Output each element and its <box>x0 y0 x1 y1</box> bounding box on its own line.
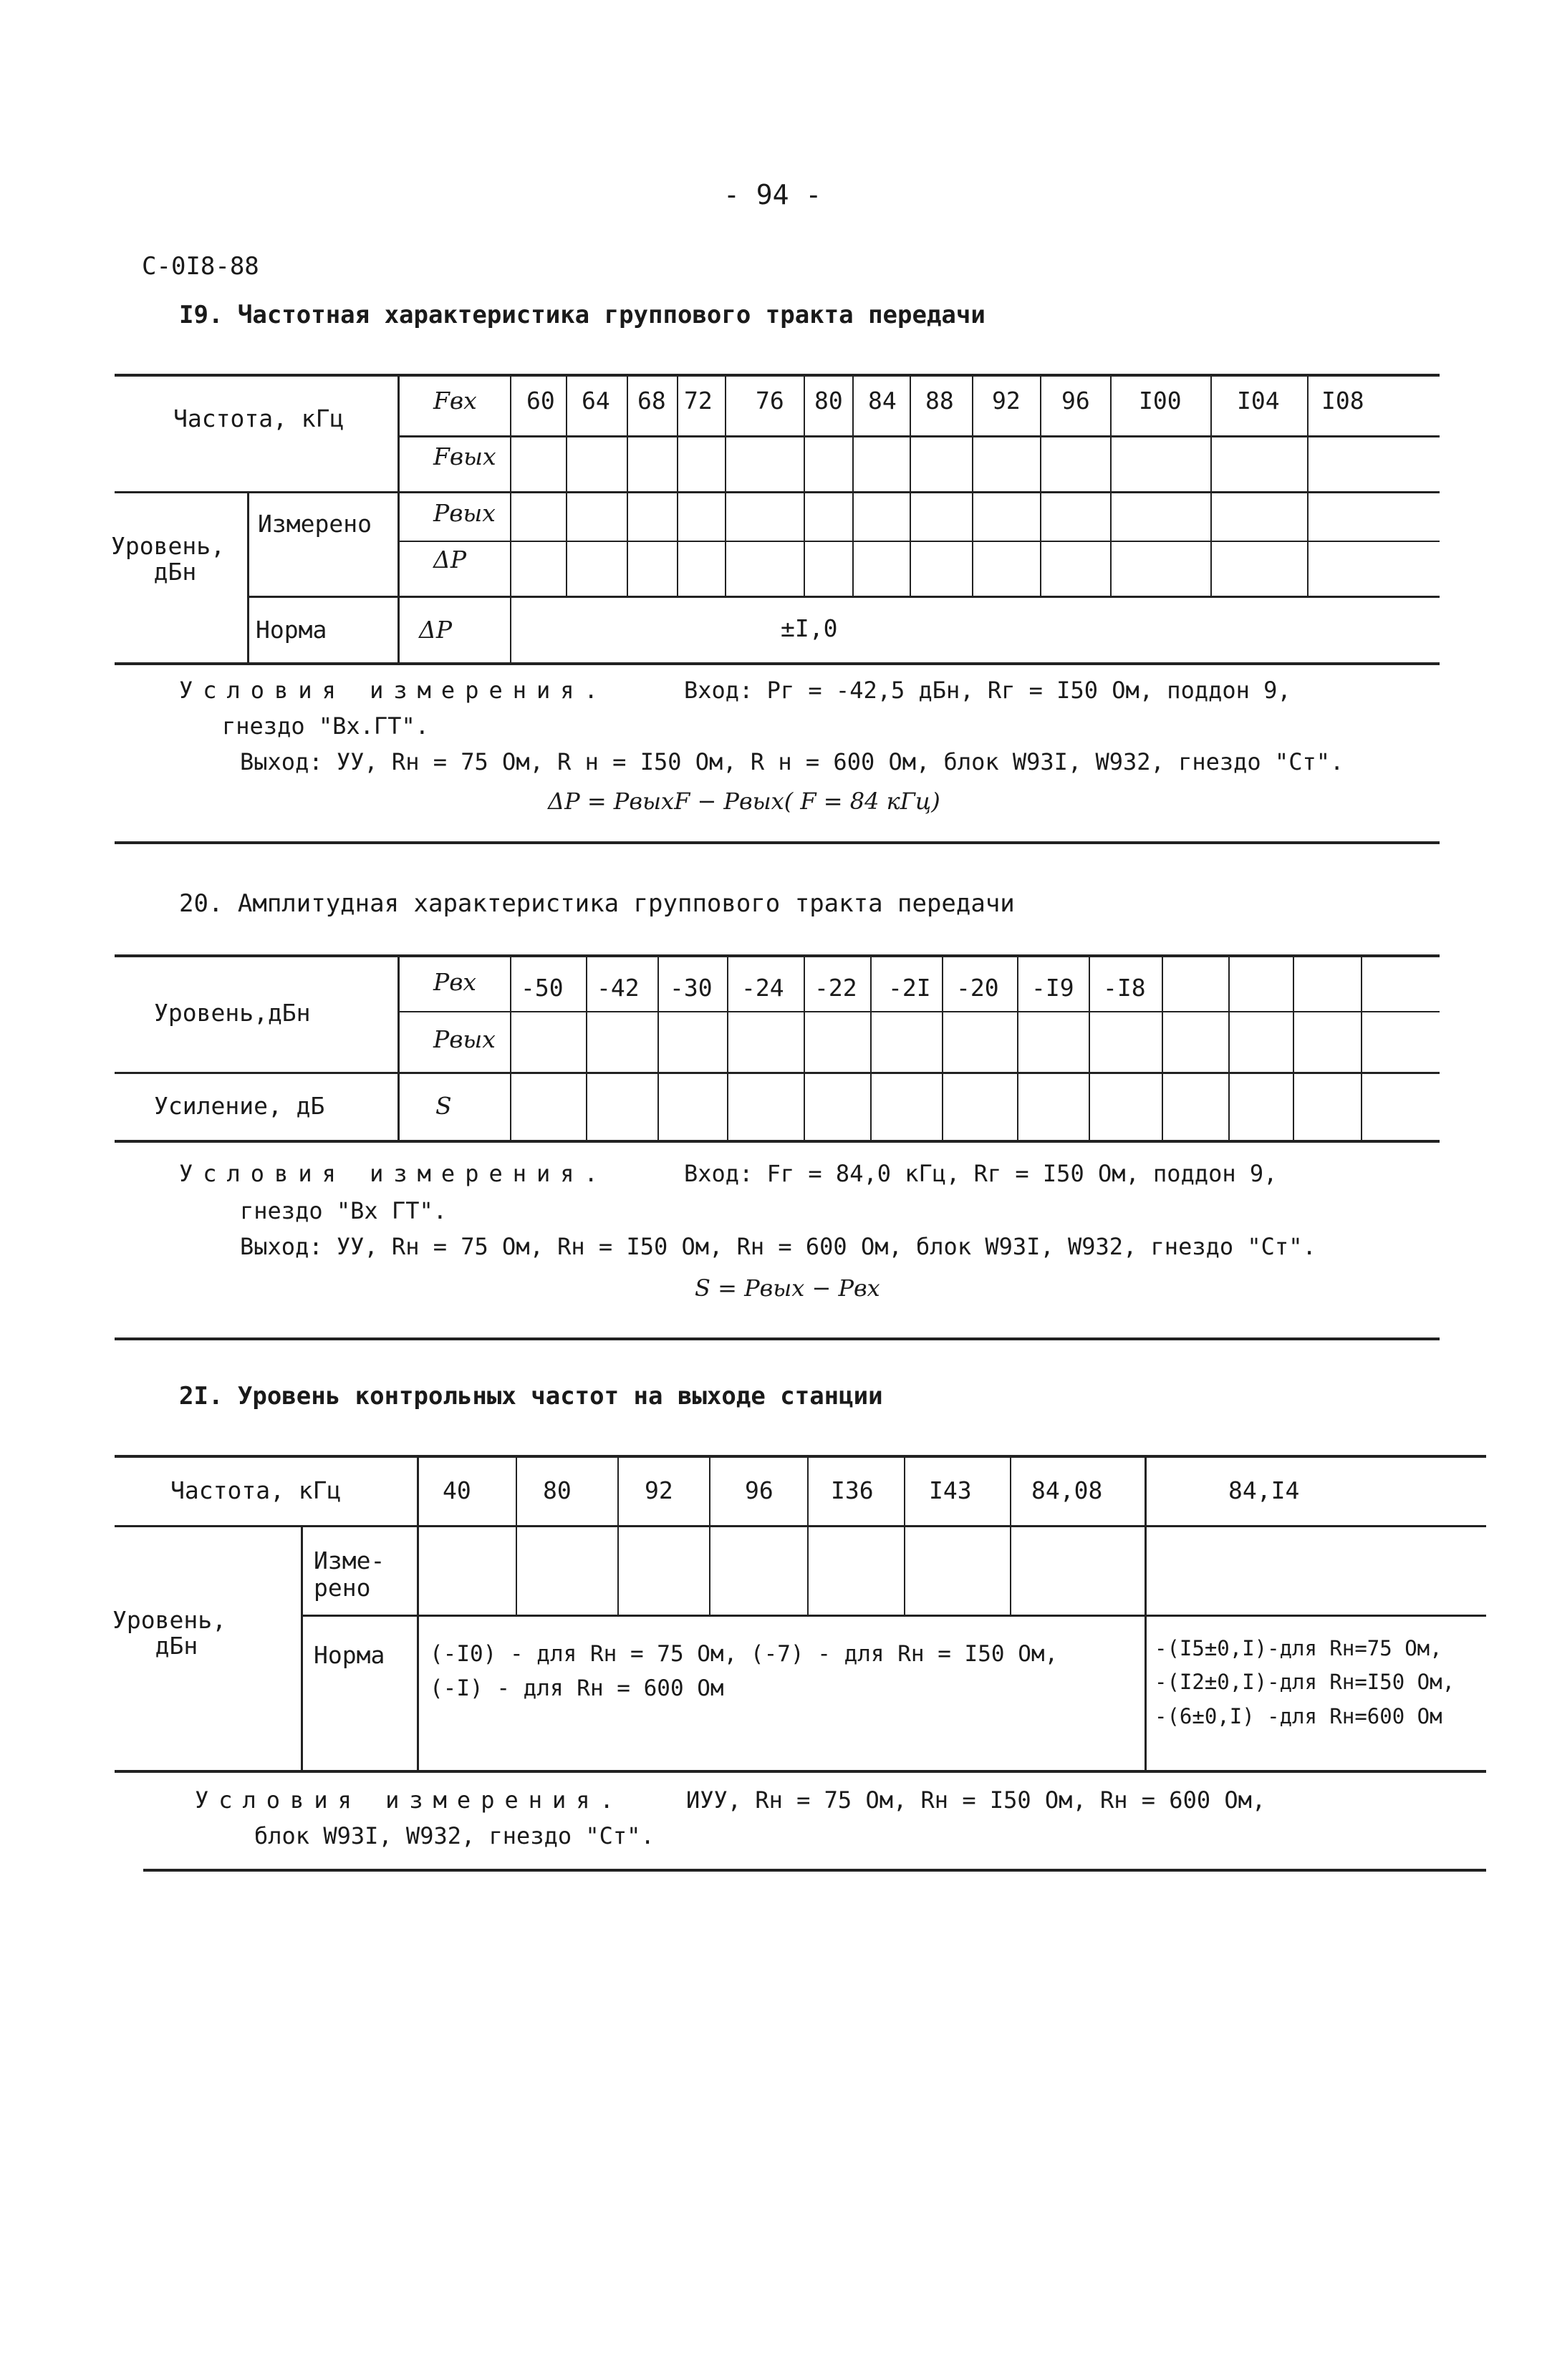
gain-label: Усиление, дБ <box>154 1092 325 1120</box>
level-4: -24 <box>741 974 784 1002</box>
freq-64: 64 <box>582 387 610 415</box>
level-5: -22 <box>814 974 857 1002</box>
f-in-label: Fвх <box>433 387 477 415</box>
level-8: -I9 <box>1031 974 1074 1002</box>
gain-symbol: S <box>435 1092 452 1120</box>
norm-label-21: Норма <box>314 1641 385 1669</box>
divider-20 <box>115 1337 1440 1340</box>
norm-symbol: ΔP <box>419 616 453 644</box>
f-out-label: Fвых <box>433 442 496 470</box>
freq-68: 68 <box>637 387 666 415</box>
freq-row-label-21: Частота, кГц <box>170 1476 342 1504</box>
freq-80: 80 <box>814 387 843 415</box>
section-19-conditions-head: Условия измерения. <box>179 677 608 704</box>
freq-84: 84 <box>868 387 897 415</box>
section-20-conditions-3: Выход: УУ, Rн = 75 Ом, Rн = I50 Ом, Rн = 600 Ом, блок W93I, W932, гнездо "Ст". <box>240 1233 1316 1260</box>
document-code: С-0I8-88 <box>142 252 259 281</box>
norm-21-right-2: -(I2±0,I)-для Rн=I50 Ом, <box>1155 1670 1455 1694</box>
level-label <box>111 533 225 585</box>
section-21-conditions-head: Условия измерения. <box>195 1786 624 1814</box>
level-3: -30 <box>670 974 713 1002</box>
freq-row-label: Частота, кГц <box>173 405 344 432</box>
measured-label-21-line2: рено <box>314 1574 371 1602</box>
ctrl-freq-92: 92 <box>645 1476 673 1504</box>
measured-label-21-line1: Изме- <box>314 1547 385 1574</box>
section-19-conditions-2: гнездо "Вх.ГТ". <box>222 712 429 740</box>
page-number: - 94 - <box>723 179 822 211</box>
norm-21-right-3: -(6±0,I) -для Rн=600 Ом <box>1155 1704 1442 1728</box>
freq-92: 92 <box>992 387 1021 415</box>
section-20-title: 20. Амплитудная характеристика группового тракта передачи <box>179 889 1015 918</box>
freq-76: 76 <box>756 387 784 415</box>
p-out-label: Pвых <box>433 499 496 527</box>
section-21-conditions-1: ИУУ, Rн = 75 Ом, Rн = I50 Ом, Rн = 600 Ом, <box>686 1786 1266 1814</box>
level-7: -20 <box>956 974 999 1002</box>
p-in-label: Pвх <box>433 968 477 996</box>
level-row-label: Уровень,дБн <box>154 999 311 1027</box>
section-20-formula: S = Pвых − Pвх <box>695 1274 880 1302</box>
section-20-conditions-2: гнездо "Вх ГТ". <box>240 1197 447 1224</box>
freq-72: 72 <box>684 387 713 415</box>
norm-21-line2: (-I) - для Rн = 600 Ом <box>430 1675 724 1701</box>
section-19-formula: ΔP = PвыхF − Pвых( F = 84 кГц) <box>548 788 940 815</box>
freq-108: I08 <box>1321 387 1364 415</box>
level-9: -I8 <box>1103 974 1146 1002</box>
level-label-21-text: Уровень, дБн <box>112 1606 226 1660</box>
level-1: -50 <box>521 974 564 1002</box>
divider-21 <box>143 1869 1486 1872</box>
freq-88: 88 <box>925 387 954 415</box>
norm-21-line1: (-I0) - для Rн = 75 Ом, (-7) - для Rн = I50 Ом, <box>430 1641 1059 1667</box>
measured-label: Измерено <box>258 510 372 538</box>
section-19-conditions-1: Вход: Pг = -42,5 дБн, Rг = I50 Ом, поддон 9, <box>684 677 1291 704</box>
freq-104: I04 <box>1237 387 1280 415</box>
ctrl-freq-96: 96 <box>745 1476 774 1504</box>
level-label-text: Уровень, дБн <box>111 532 225 586</box>
level-6: -2I <box>888 974 931 1002</box>
delta-p-label: ΔP <box>433 546 467 574</box>
norm-value: ±I,0 <box>781 614 838 642</box>
freq-60: 60 <box>526 387 555 415</box>
ctrl-freq-84-14: 84,I4 <box>1228 1476 1300 1504</box>
section-19-conditions-3: Выход: УУ, Rн = 75 Ом, R н = I50 Ом, R н = 600 Ом, блок W93I, W932, гнездо "Ст". <box>240 748 1344 775</box>
ctrl-freq-80: 80 <box>543 1476 572 1504</box>
section-21-title: 2I. Уровень контрольных частот на выходе станции <box>179 1382 883 1411</box>
ctrl-freq-40: 40 <box>443 1476 471 1504</box>
ctrl-freq-136: I36 <box>831 1476 874 1504</box>
p-out-label-20: Pвых <box>433 1025 496 1053</box>
norm-label: Норма <box>256 616 327 644</box>
section-20-conditions-head: Условия измерения. <box>179 1160 608 1187</box>
norm-21-right-1: -(I5±0,I)-для Rн=75 Ом, <box>1155 1636 1442 1660</box>
freq-96: 96 <box>1061 387 1090 415</box>
ctrl-freq-84-08: 84,08 <box>1031 1476 1103 1504</box>
level-label-21 <box>112 1607 226 1659</box>
level-2: -42 <box>597 974 640 1002</box>
section-20-conditions-1: Вход: Fг = 84,0 кГц, Rг = I50 Ом, поддон 9, <box>684 1160 1278 1187</box>
ctrl-freq-143: I43 <box>929 1476 972 1504</box>
divider-19 <box>115 841 1440 844</box>
freq-100: I00 <box>1139 387 1182 415</box>
section-19-title: I9. Частотная характеристика группового тракта передачи <box>179 301 986 329</box>
section-21-conditions-2: блок W93I, W932, гнездо "Ст". <box>254 1822 655 1849</box>
